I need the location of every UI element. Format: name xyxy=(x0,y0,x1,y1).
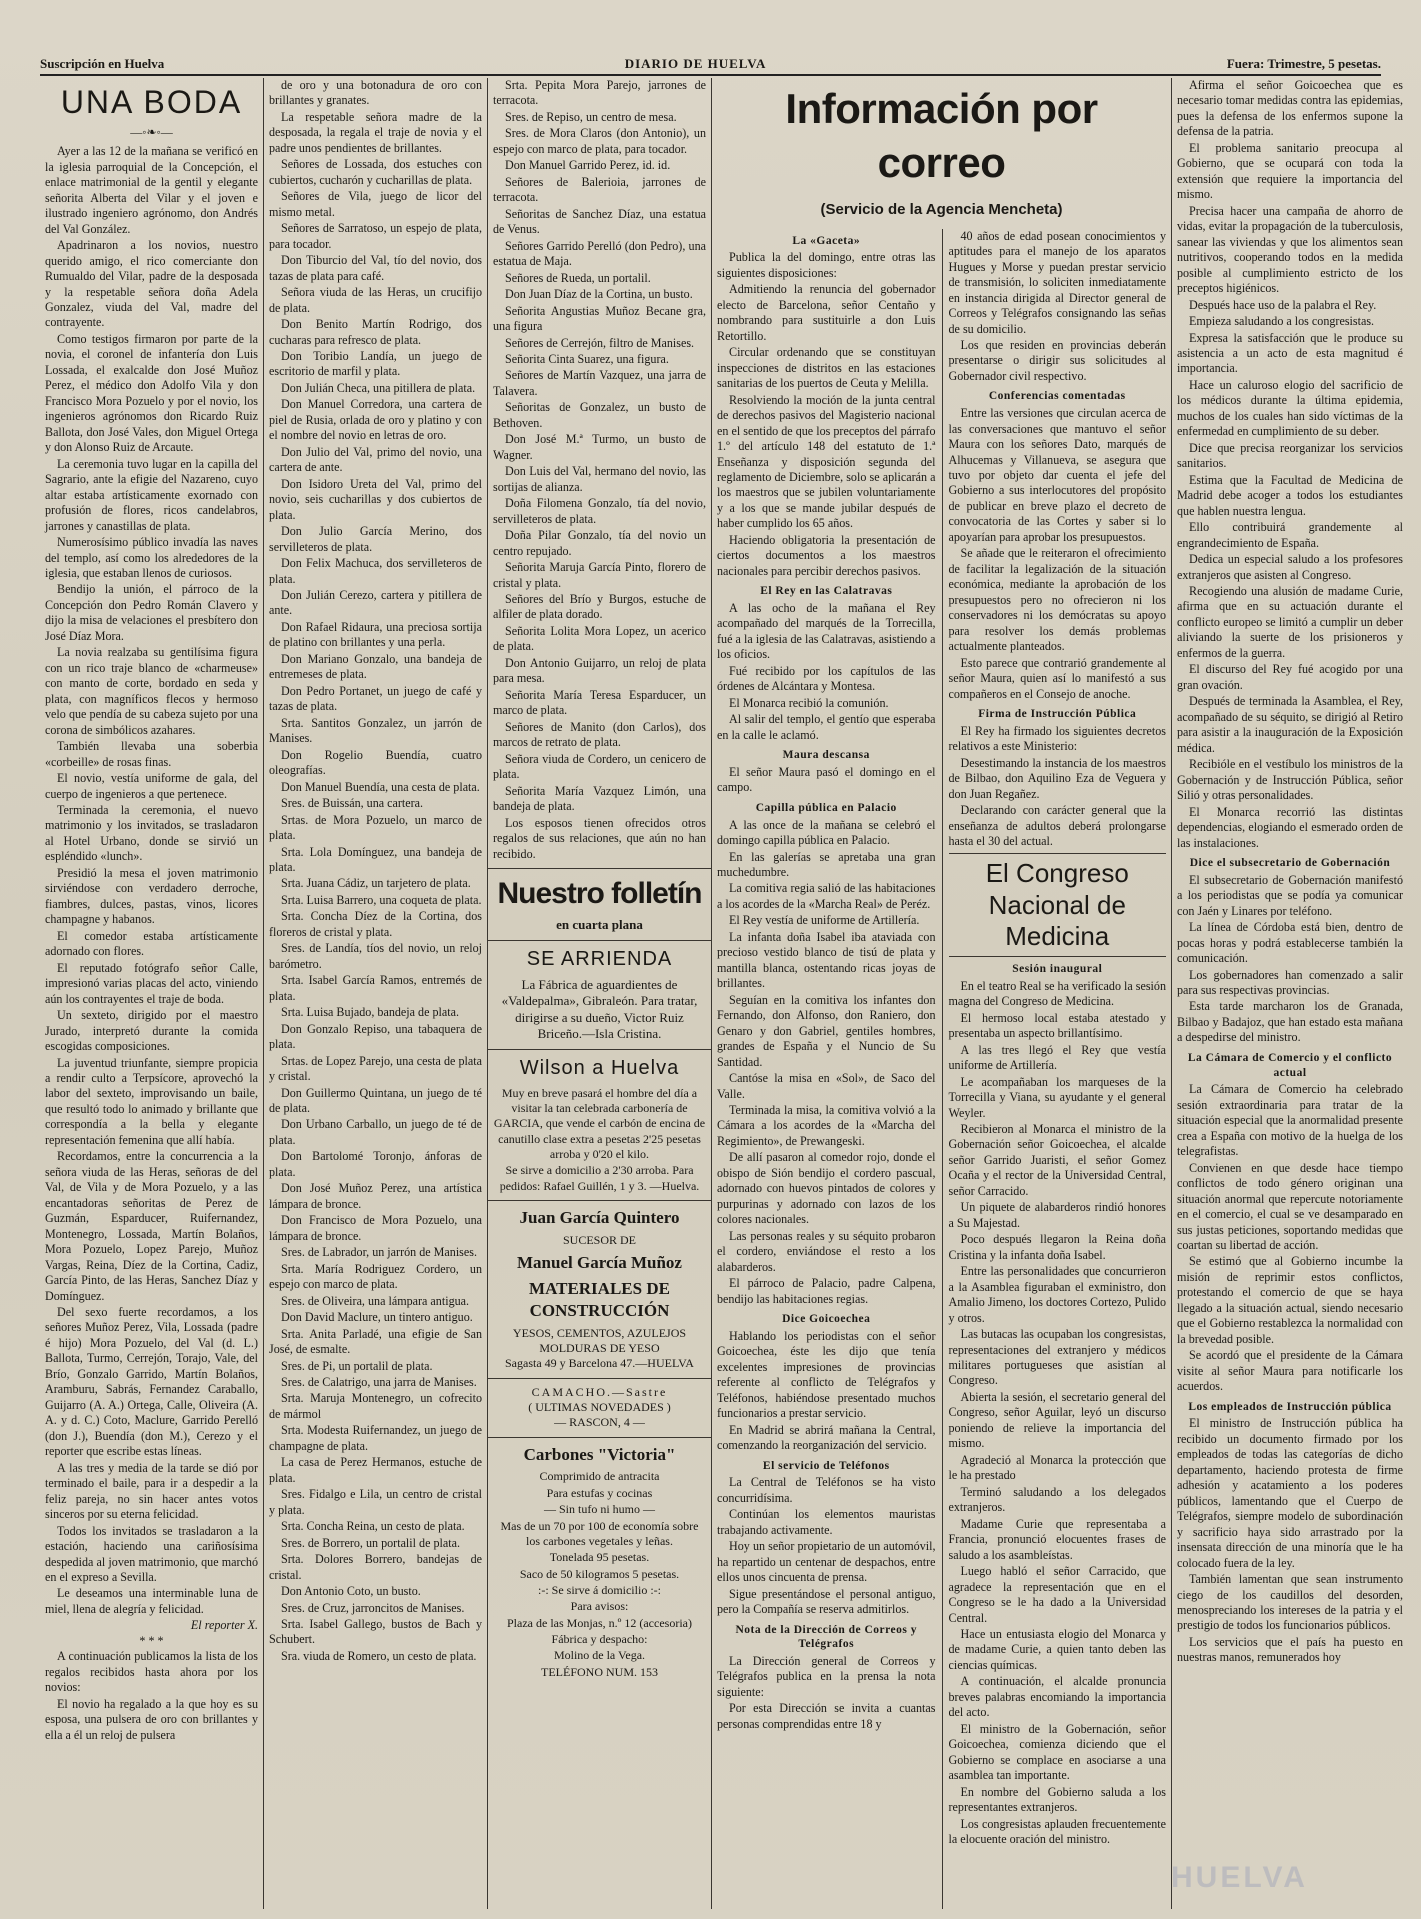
carbones-line: Molino de la Vega. xyxy=(553,1648,646,1663)
section-paragraph: El Rey ha firmado los siguientes decretos relativos a este Ministerio: xyxy=(948,723,1166,754)
boda-paragraph: Bendijo la unión, el párroco de la Concepción don Pedro Román Clavero y dijo la misa de velaciones el presbítero don José Díaz Mora. xyxy=(45,582,258,643)
masthead xyxy=(40,50,1381,76)
section-paragraph: La infanta doña Isabel iba ataviada con precioso vestido blanco de tisú de plata y mantilla blanca, ostentando ricas joyas de brillantes. xyxy=(717,929,936,991)
masthead-title: DIARIO DE HUELVA xyxy=(624,56,767,71)
informacion-right xyxy=(942,229,1167,1909)
gift-entry: Srta. Lola Domínguez, una bandeja de plata. xyxy=(269,844,482,874)
gift-entry: Señora viuda de Cordero, un cenicero de plata. xyxy=(493,751,706,782)
gift-entry: Don Manuel Garrido Perez, id. id. xyxy=(505,158,671,173)
gift-entry: Señores de Martín Vazquez, una jarra de Talavera. xyxy=(493,368,706,398)
gift-entry: Sres. de Calatrigo, una jarra de Manises. xyxy=(281,1374,477,1389)
gift-entry: Srta. Dolores Borrero, bandejas de cristal. xyxy=(269,1552,482,1582)
folletin-sub: en cuarta plana xyxy=(556,917,643,933)
gift-entry: Srtas. de Lopez Parejo, una cesta de plata y cristal. xyxy=(269,1053,482,1084)
congress-paragraph: Empieza saludando a los congresistas. xyxy=(1189,314,1375,329)
gift-entry: Sres. de Repiso, un centro de mesa. xyxy=(505,109,677,124)
gift-entry: Srta. Luisa Barrero, una coqueta de plata. xyxy=(281,892,482,907)
gift-entry: La casa de Perez Hermanos, estuche de plata. xyxy=(269,1455,482,1485)
column-congress-continued xyxy=(1172,78,1408,1909)
gift-entry: Señores del Brío y Burgos, estuche de alfiler de plata dorado. xyxy=(493,592,706,622)
boda-paragraph: Presidió la mesa el joven matrimonio sirviéndose con verdadero derroche, fiambres, dulces, pastas, vinos, licores champagne y habanos. xyxy=(45,865,258,927)
gift-entry: Sres. de Pi, un portalil de plata. xyxy=(281,1358,433,1373)
gift-entry: Srta. Santitos Gonzalez, un jarrón de Manises. xyxy=(269,715,482,746)
section-paragraph: Al salir del templo, el gentío que esperaba en la calle le aclamó. xyxy=(717,712,936,742)
section-heading: La «Gaceta» xyxy=(792,234,861,247)
section-paragraph: La Dirección general de Correos y Telégrafos publica en la prensa la nota siguiente: xyxy=(717,1653,936,1699)
boda-paragraph: Ayer a las 12 de la mañana se verificó en la iglesia parroquial de la Concepción, el enlace matrimonial de la gentil y elegante señorita Alberta del Vilar y el joven e ilustrado ingeniero agrónomo, don Andrés del Val González. xyxy=(45,144,258,236)
section-paragraph: La línea de Córdoba está bien, dentro de pocas horas y podrá establecerse también la comunicación. xyxy=(1177,920,1403,966)
gift-entry: Srta. Pepita Mora Parejo, jarrones de terracota. xyxy=(493,78,706,108)
boda-paragraph: Recordamos, entre la concurrencia a la señora viuda de las Heras, señoras de del Val, de Vila y de Mora Pozuelo, y a las encantadoras señoritas de Perez de Guzmán, Esparducer, Ruifernandez, Montenegro, Lossada, Martín Bolaños, Mora Pozuelo, Lopez Parejo, Muñoz Vargas, Reina, Díez de la Cortina, Cadiz, García Pinto, de las Heras, Sanchez Díaz y Domínguez. xyxy=(45,1149,258,1303)
section-paragraph: Seguían en la comitiva los infantes don Fernando, don Alfonso, don Raniero, don Genaro y don Gabriel, gentiles hombres, grandes de España y el Nuncio de Su Santidad. xyxy=(717,992,936,1069)
gift-entry: Doña Pilar Gonzalo, tía del novio un centro repujado. xyxy=(493,528,706,558)
boda-paragraph: Apadrinaron a los novios, nuestro querido amigo, el rico comerciante don Rumualdo del Vilar, padre de la desposada y la respetable señora doña Adela Gonzalez, viuda del Val, madre del contrayente. xyxy=(45,238,258,330)
section-paragraph: Los congresistas aplauden frecuentemente la elocuente oración del ministro. xyxy=(948,1816,1166,1847)
section-paragraph: Luego habló el señor Carracido, que agradece la representación que en el Congreso se le ha dado a la Universidad Central. xyxy=(948,1564,1166,1625)
gift-entry: Don José M.ª Turmo, un busto de Wagner. xyxy=(493,432,706,462)
gift-entry: Sres. de Cruz, jarroncitos de Manises. xyxy=(281,1600,465,1615)
section-paragraph: Madame Curie que representaba a Francia, pronunció elocuentes frases de saludo a los asambleístas. xyxy=(948,1516,1166,1562)
col6-sections xyxy=(1177,856,1403,1666)
congress-paragraph: Después de terminada la Asamblea, el Rey, acompañado de su séquito, se dirigió al Retiro para asistir a la inauguración de la Exposición médica. xyxy=(1177,694,1403,755)
section-paragraph: También lamentan que sean instrumento ciego de los caudillos del desorden, menospreciando los intereses de la patria y el prestigio de todos los funcionarios públicos. xyxy=(1177,1572,1403,1633)
section-paragraph: La Central de Teléfonos se ha visto concurridísima. xyxy=(717,1475,936,1505)
congress-paragraph: Recibióle en el vestíbulo los ministros de la Gobernación y de Instrucción Pública, señor Silió y otras personalidades. xyxy=(1177,757,1403,803)
section-heading: El servicio de Teléfonos xyxy=(762,1459,890,1472)
carbones-line: Mas de un 70 por 100 de economía sobre los carbones vegetales y leñas. xyxy=(500,1518,699,1548)
gift-entry: Don Julián Checa, una pitillera de plata. xyxy=(281,380,476,395)
gift-entry: Don Juan Díaz de la Cortina, un busto. xyxy=(505,287,693,302)
section-paragraph: Recibieron al Monarca el ministro de la Gobernación señor Goicoechea, el alcalde señor Garrido Juaristi, el señor Gomez Ocaña y el rector de la Universidad Central, señor Carracido. xyxy=(948,1121,1166,1198)
section-paragraph: Hace un entusiasta elogio del Monarca y de madame Curie, a quien tanto deben las ciencias químicas. xyxy=(948,1626,1166,1672)
informacion-left xyxy=(717,229,942,1909)
gift-entry: Señores de Manito (don Carlos), dos marcos de retrato de plata. xyxy=(493,719,706,750)
section-paragraph: Esto parece que contrarió grandemente al señor Maura, quien así lo manifestó a sus compañeros en el Consejo de anoche. xyxy=(948,655,1166,701)
materiales-title: MATERIALES DE CONSTRUCCIÓN xyxy=(529,1279,670,1320)
materiales-addr: Sagasta 49 y Barcelona 47.—HUELVA xyxy=(505,1356,694,1371)
boda-closing xyxy=(45,1649,258,1743)
section-heading: Conferencias comentadas xyxy=(988,390,1126,403)
boda-closing-paragraph: A continuación publicamos la lista de los regalos recibidos hasta ahora por los novios: xyxy=(45,1649,258,1695)
gift-entry: Don Julio del Val, primo del novio, una cartera de ante. xyxy=(269,444,482,475)
gift-entry: Don Bartolomé Toronjo, ánforas de plata. xyxy=(269,1149,482,1179)
masthead-price: Fuera: Trimestre, 5 pesetas. xyxy=(1226,56,1381,71)
boda-closing-paragraph: El novio ha regalado a la que hoy es su esposa, una pulsera de oro con brillantes y ella a él un reloj de pulsera xyxy=(45,1696,258,1742)
section-paragraph: Desestimando la instancia de los maestros de Bilbao, don Aquilino Eza de Veguera y don Juan Regañez. xyxy=(948,755,1166,801)
section-paragraph: De allí pasaron al comedor rojo, donde el obispo de Sión bendijo el cordero pascual, adornado con huevos pintados de colores y purpurinas y adornado con lazos de los colores nacionales. xyxy=(717,1150,936,1227)
section-paragraph: Entre las versiones que circulan acerca de las conversaciones que mantuvo el señor Maura con los señores Dato, marqués de Alhucemas y Villanueva, se asegura que tuvo por objeto dar cuenta el jefe del Gobierno a sus interlocutores del propósito de publicar en breve plazo el decreto de convocatoria de las Cortes y saber si lo apoyarían para aprobar los presupuestos. xyxy=(948,406,1166,544)
section-paragraph: Abierta la sesión, el secretario general del Congreso, señor Aguilar, leyó un discurso poniendo de relieve la importancia del mismo. xyxy=(948,1389,1166,1451)
section-paragraph: Los gobernadores han comenzado a salir para sus respectivas provincias. xyxy=(1177,967,1403,997)
section-paragraph: A continuación, el alcalde pronuncia breves palabras encomiando la importancia del acto. xyxy=(948,1674,1166,1720)
section-paragraph: En Madrid se abrirá mañana la Central, comenzando la reorganización del servicio. xyxy=(717,1422,936,1453)
gift-entry: Señores de Lossada, dos estuches con cubiertos, cucharón y cucharillas de plata. xyxy=(269,157,482,187)
congress-paragraph: Estima que la Facultad de Medicina de Madrid debe acoger a todos los estudiantes que hablen nuestra lengua. xyxy=(1177,472,1403,518)
gift-entry: Don José Muñoz Perez, una artística lámpara de bronce. xyxy=(269,1181,482,1211)
section-heading: Dice el subsecretario de Gobernación xyxy=(1189,856,1391,869)
section-paragraph: A las once de la mañana se celebró el domingo capilla pública en Palacio. xyxy=(717,817,936,848)
gift-entry: Sra. viuda de Romero, un cesto de plata. xyxy=(281,1648,477,1663)
section-paragraph: El subsecretario de Gobernación manifestó a los periodistas que se podía ya comunicar con Jaén y Linares por teléfono. xyxy=(1177,872,1403,918)
congress-paragraph: Afirma el señor Goicoechea que es necesario tomar medidas contra las epidemias, pues la defensa de los enfermos supone la defensa de la patria. xyxy=(1177,78,1403,139)
section-paragraph: A las ocho de la mañana el Rey acompañado del marqués de la Torrecilla, fué a la iglesia de las Calatravas, asistiendo a los oficios. xyxy=(717,600,936,662)
informacion-right-news xyxy=(949,229,1167,850)
ad-camacho xyxy=(493,1385,706,1431)
gift-entry: La respetable señora madre de la desposada, la regala el traje de novia y el padre unos pendientes de brillantes. xyxy=(269,109,482,155)
section-paragraph: Esta tarde marcharon los de Granada, Bilbao y Badajoz, que han estado esta mañana a despedirse del ministro. xyxy=(1177,999,1403,1045)
gift-entry: Señores de Vila, juego de licor del mismo metal. xyxy=(269,189,482,219)
gift-entry: Don Rafael Ridaura, una preciosa sortija de platino con brillantes y una perla. xyxy=(269,619,482,650)
section-heading: Maura descansa xyxy=(782,749,870,762)
divider xyxy=(488,1437,711,1438)
carbones-line: Saco de 50 kilogramos 5 pesetas. xyxy=(519,1566,680,1581)
congress-continued xyxy=(1177,78,1403,851)
arrienda-text: La Fábrica de aguardientes de «Valdepalma», Gibraleón. Para tratar, dirigirse a su dueño, Victor Ruiz Briceño.—Isla Cristina. xyxy=(501,976,698,1042)
gift-entry: Srta. Luisa Bujado, bandeja de plata. xyxy=(281,1005,459,1020)
gift-entry: Don Manuel Corredora, una cartera de piel de Rusia, orlada de oro y platino y con el nombre del novio en letras de oro. xyxy=(269,397,482,443)
section-paragraph: Las personas reales y su séquito probaron el cordero, enviándose el resto a los alabarderos. xyxy=(717,1228,936,1274)
gift-entry: Srta. Modesta Ruifernandez, un juego de champagne de plata. xyxy=(269,1423,482,1453)
camacho-text: ( ULTIMAS NOVEDADES ) xyxy=(528,1399,671,1414)
camacho-addr: — RASCON, 4 — xyxy=(554,1415,645,1430)
congress-paragraph: Recogiendo una alusión de madame Curie, afirma que en su actuación durante el conflicto europeo se limitó a cumplir un deber aliviando la suerte de los prisioneros y enfermos de la guerra. xyxy=(1177,584,1403,660)
ad-wilson xyxy=(493,1056,706,1194)
column-regalos-ads xyxy=(488,78,712,1909)
gift-entry: Don David Maclure, un tintero antiguo. xyxy=(281,1310,473,1325)
gift-entry: Srta. Concha Díez de la Cortina, dos floreros de cristal y plata. xyxy=(269,909,482,939)
gift-entry: Don Rogelio Buendía, cuatro oleografías. xyxy=(269,747,482,778)
gift-entry: Señorita Cinta Suarez, una figura. xyxy=(505,351,669,366)
gift-entry: Don Gonzalo Repiso, una tabaquera de plata. xyxy=(269,1021,482,1052)
gift-entry: Don Luis del Val, hermano del novio, las sortijas de alianza. xyxy=(493,464,706,494)
boda-paragraph: Numerosísimo público invadía las naves del templo, así como los alrededores de la iglesia, que estaban llenos de curiosos. xyxy=(45,535,258,580)
ad-folletin xyxy=(493,875,706,934)
boda-paragraph: Como testigos firmaron por parte de la novia, el coronel de infantería don Luis Lossada, el exalcalde don José Muñoz Perez, el médico don Adolfo Vila y don Francisco Mora Pozuelo y por el novio, los ingenieros agrónomos don Ricardo Ruiz Ballota, don José Vales, don Miguel Ortega y don Alonso Ruiz de Arcaute. xyxy=(45,331,258,455)
boda-paragraph: Todos los invitados se trasladaron a la estación, haciendo una cariñosísima despedida al joven matrimonio, que marchó en el expreso a Sevilla. xyxy=(45,1523,258,1584)
gift-entry: Don Julián Cerezo, cartera y pitillera de ante. xyxy=(269,588,482,618)
section-paragraph: Convienen en que desde hace tiempo conflictos de todo género originan una situación anormal que repercute notoriamente en el comercio, el cual se ve desamparado en sus justas peticiones, soportando medidas que coartan su libertad de acción. xyxy=(1177,1160,1403,1252)
carbones-line: TELÉFONO NUM. 153 xyxy=(541,1664,658,1679)
gift-entry: Señorita María Vazquez Limón, una bandeja de plata. xyxy=(493,783,706,814)
congress-paragraph: Precisa hacer una campaña de ahorro de vidas, evitar la propagación de la tuberculosis, sanear las viviendas y que los alimentos sean nutritivos, cooperando todos en la medida posible al cumplimiento estricto de los preceptos higiénicos. xyxy=(1177,203,1403,296)
section-paragraph: En el teatro Real se ha verificado la sesión magna del Congreso de Medicina. xyxy=(948,978,1166,1009)
gift-entry: Sres. de Labrador, un jarrón de Manises. xyxy=(281,1245,477,1260)
boda-paragraph: También llevaba una soberbia «corbeille» de rosas finas. xyxy=(45,739,258,769)
section-paragraph: Cantóse la misa en «Sol», de Saco del Valle. xyxy=(717,1071,936,1101)
gift-entry: Srta. Isabel Gallego, bustos de Bach y Schubert. xyxy=(269,1617,482,1647)
section-heading: El Rey en las Calatravas xyxy=(760,585,893,598)
section-paragraph: En las galerías se apretaba una gran muchedumbre. xyxy=(717,849,936,879)
gift-entry: Señoritas de Sanchez Díaz, una estatua de Venus. xyxy=(493,206,706,237)
regalos-list-continued xyxy=(493,78,706,862)
gift-entry: Señores de Rueda, un portalil. xyxy=(505,270,651,285)
wilson-text2: Se sirve a domicilio a 2'30 arroba. Para pedidos: Rafael Guillén, 1 y 3. —Huelva. xyxy=(499,1163,700,1193)
carbones-line: Para avisos: xyxy=(570,1599,629,1614)
arrienda-title: SE ARRIENDA xyxy=(526,947,673,970)
divider xyxy=(488,1049,711,1050)
boda-paragraph: El novio, vestía uniforme de gala, del cuerpo de ingenieros a que pertenece. xyxy=(45,771,258,801)
gift-entry: Don Benito Martín Rodrigo, dos cucharas para refresco de plata. xyxy=(269,317,482,347)
congress-paragraph: Ello contribuirá grandemente al engrandecimiento de España. xyxy=(1177,520,1403,550)
gift-entry: Señoritas de Gonzalez, un busto de Bethoven. xyxy=(493,400,706,430)
gift-entry: Los esposos tienen ofrecidos otros regalos de sus relaciones, que aún no han recibido. xyxy=(493,815,706,861)
carbones-line: Plaza de las Monjas, n.º 12 (accesoria) xyxy=(507,1615,692,1630)
boda-paragraph: La juventud triunfante, siempre propicia a rendir culto a Terpsícore, aprovechó la labor del sexteto, improvisando un baile, que resultó todo lo animado y brillante que correspondía a la bella y elegante representación femenina que allí había. xyxy=(45,1055,258,1147)
gift-entry: Señora viuda de las Heras, un crucifijo de plata. xyxy=(269,285,482,315)
section-heading: Capilla pública en Palacio xyxy=(755,801,897,814)
boda-paragraph: Le deseamos una interminable luna de miel, llena de alegría y felicidad. xyxy=(45,1586,258,1616)
section-heading: Dice Goicoechea xyxy=(782,1313,871,1326)
gift-entry: Sres. de Mora Claros (don Antonio), un espejo con marco de plata, para tocador. xyxy=(493,126,706,156)
archive-watermark-stamp: HUELVA xyxy=(1171,1861,1308,1894)
section-paragraph: A las tres llegó el Rey que vestía uniforme de Artillería. xyxy=(948,1042,1166,1073)
section-paragraph: Circular ordenando que se constituyan inspecciones de distritos en las estaciones sanitarias de los puertos de Ceuta y Melilla. xyxy=(717,345,936,391)
flourish-ornament: —◦❧◦— xyxy=(130,124,173,139)
boda-paragraph: La ceremonia tuvo lugar en la capilla del Sagrario, ante la efigie del Nazareno, cuyo altar estaba artísticamente exornado con profusión de flores, ricos candelabros, jarrones y canastillas de plata. xyxy=(45,456,258,533)
section-paragraph: Por esta Dirección se invita a cuantas personas comprendidas entre 18 y xyxy=(717,1701,936,1731)
section-paragraph: La comitiva regia salió de las habitaciones a los acordes de la «Marcha Real» de Peréz. xyxy=(717,881,936,911)
gift-entry: Sres. de Oliveira, una lámpara antigua. xyxy=(281,1293,470,1308)
carbones-line: Comprimido de antracita xyxy=(539,1469,660,1484)
masthead-subscription: Suscripción en Huelva xyxy=(40,56,165,71)
gift-entry: Señores Garrido Perelló (don Pedro), una estatua de Maja. xyxy=(493,238,706,269)
gift-entry: Don Tiburcio del Val, tío del novio, dos tazas de plata para café. xyxy=(269,253,482,283)
section-heading: La Cámara de Comercio y el conflicto actual xyxy=(1187,1051,1393,1079)
section-paragraph: Hablando los periodistas con el señor Goicoechea, éste les dijo que tenía excelentes impresiones de provincias referente al conflicto de Telégrafos y Teléfonos, habiéndose presentado muchos funcionarios a prestar servicio. xyxy=(717,1328,936,1421)
gift-entry: Señorita Maruja García Pinto, florero de cristal y plata. xyxy=(493,560,706,590)
gift-entry: Srtas. de Mora Pozuelo, un marco de plata. xyxy=(269,812,482,843)
congress-paragraph: Después hace uso de la palabra el Rey. xyxy=(1189,297,1377,312)
section-paragraph: Los que residen en provincias deberán presentarse o dirigir sus solicitudes al Gobernador civil respectivo. xyxy=(948,337,1166,383)
gift-entry: Don Guillermo Quintana, un juego de té de plata. xyxy=(269,1085,482,1115)
boda-paragraph: La novia realzaba su gentilísima figura con un rico traje blanco de «charmeuse» con manto de corte, bordado en seda y plata, con magníficos flecos y hermoso velo que pendía de su cabeza sujeto por una corona de simbólicos azahares. xyxy=(45,645,258,737)
column-regalos xyxy=(264,78,488,1909)
section-paragraph: Las butacas las ocupaban los congresistas, representaciones del extranjero y médicos militares portugueses que asistían al Congreso. xyxy=(948,1327,1166,1388)
quintero-sucesor: SUCESOR DE xyxy=(562,1232,636,1247)
carbones-line: :-: Se sirve á domicilio :-: xyxy=(538,1582,661,1597)
congress-paragraph: El problema sanitario preocupa al Gobierno, que se ocupará con toda la extensión que requiere la importancia del mismo. xyxy=(1177,140,1403,202)
gift-entry: Sres. de Buissán, una cartera. xyxy=(281,796,424,811)
section-paragraph: Entre las personalidades que concurrieron a la Asamblea figuraban el exministro, don Amalio Jimeno, los doctores Cortezo, Pulido y otros. xyxy=(948,1264,1166,1325)
section-paragraph: El Rey vestía de uniforme de Artillería. xyxy=(729,913,920,928)
gift-entry: Sres. de Landía, tíos del novio, un reloj barómetro. xyxy=(269,941,482,971)
section-paragraph: Sigue presentándose el personal antiguo, pero la Compañía se reserva admitirlos. xyxy=(717,1586,936,1617)
signature: El reporter X. xyxy=(190,1618,258,1633)
section-paragraph: En nombre del Gobierno saluda a los representantes extranjeros. xyxy=(948,1784,1166,1815)
gift-entry: Srta. Juana Cádiz, un tarjetero de plata. xyxy=(281,876,471,891)
informacion-subcolumns xyxy=(717,229,1166,1909)
gift-entry: Don Felix Machuca, dos servilleteros de plata. xyxy=(269,556,482,586)
divider xyxy=(488,1200,711,1201)
section-paragraph: El ministro de Instrucción pública ha recibido un documento firmado por los empleados de todas las categorías de dicho departamento, haciendo protesta de firme adhesión y acatamiento a los poderes públicos, lamentando que el Cuerpo de Telégrafos, siempre modelo de subordinación y sacrificio haya sido arrastrado por la insensata dirección de una minoría que le ha colocado fuera de la ley. xyxy=(1177,1416,1403,1570)
carbones-lines xyxy=(493,1469,706,1680)
section-paragraph: Publica la del domingo, entre otras las siguientes disposiciones: xyxy=(717,250,936,280)
gift-entry: Don Mariano Gonzalo, una bandeja de entremeses de plata. xyxy=(269,651,482,682)
gift-entry: Don Pedro Portanet, un juego de café y tazas de plata. xyxy=(269,683,482,714)
headline-una-boda: UNA BODA xyxy=(60,84,243,120)
section-heading: Nota de la Dirección de Correos y Telégrafos xyxy=(735,1623,917,1651)
congress-paragraph: Dedica un especial saludo a los profesores extranjeros que asisten al Congreso. xyxy=(1177,552,1403,582)
ad-carbones-victoria xyxy=(493,1444,706,1680)
ad-se-arrienda xyxy=(493,947,706,1043)
gift-entry: Sres. de Borrero, un portalil de plata. xyxy=(281,1535,461,1550)
wilson-title: Wilson a Huelva xyxy=(519,1057,680,1080)
section-paragraph: Continúan los elementos mauristas trabajando activamente. xyxy=(717,1507,936,1537)
carbones-line: Fábrica y despacho: xyxy=(551,1632,648,1647)
boda-paragraph: A las tres y media de la tarde se dió por terminado el baile, para ir a despedir a la feliz pareja, no sin hacer antes votos sinceros por su eterna felicidad. xyxy=(45,1460,258,1522)
carbones-title: Carbones "Victoria" xyxy=(523,1444,676,1464)
congress-article xyxy=(949,962,1167,1848)
column-boda xyxy=(40,78,264,1909)
section-paragraph: Los servicios que el país ha puesto en nuestras manos, remunerados hoy xyxy=(1177,1634,1403,1665)
gift-entry: Señorita Lolita Mora Lopez, un acerico de plata. xyxy=(493,623,706,654)
asterism-ornament: * * * xyxy=(139,1633,164,1648)
gift-entry: Señores de Balerioia, jarrones de terracota. xyxy=(493,174,706,205)
section-heading: Los empleados de Instrucción pública xyxy=(1188,1400,1392,1413)
quintero-name: Manuel García Muñoz xyxy=(517,1253,682,1273)
gift-entry: Señores de Cerrejón, filtro de Manises. xyxy=(505,335,695,350)
section-paragraph: El señor Maura pasó el domingo en el campo. xyxy=(717,764,936,795)
section-paragraph: Un piquete de alabarderos rindió honores a Su Majestad. xyxy=(948,1200,1166,1230)
section-paragraph: Admitiendo la renuncia del gobernador electo de Barcelona, señor Centaño y nombrando para sustituirle a don Luis Retortillo. xyxy=(717,282,936,343)
section-paragraph: 40 años de edad posean conocimientos y aptitudes para el manejo de los aparatos Hugues y Morse y puedan prestar servicio de transmisión, lo soliciten inmediatamente en instancia dirigida al Director general de Correos y Telégrafos consignando las señas de su domicilio. xyxy=(948,228,1166,336)
divider xyxy=(488,1378,711,1379)
congress-paragraph: El Monarca recorrió las distintas dependencias, elogiando el esmerado orden de las instalaciones. xyxy=(1177,804,1403,850)
section-paragraph: El párroco de Palacio, padre Calpena, bendijo las habitaciones regias. xyxy=(717,1276,936,1306)
section-paragraph: Fué recibido por los capítulos de las órdenes de Alcántara y Montesa. xyxy=(717,663,936,694)
gift-entry: Doña Filomena Gonzalo, tía del novio, servilleteros de plata. xyxy=(493,496,706,526)
boda-paragraph: Terminada la ceremonia, el nuevo matrimonio y los invitados, se trasladaron al Hotel Urbano, donde se sirvió un espléndido «lunch». xyxy=(45,803,258,864)
boda-paragraph: Del sexo fuerte recordamos, a los señores Muñoz Perez, Vila, Lossada (padre é hijo) Mora Pozuelo, del Val (d. L.) Ballota, Turmo, Cerrejón, Torajo, Vale, del Brío, Gonzalo Garrido, Martín Bolaños, Aramburu, Sabrás, Fernandez Caraballo, Guijarro (A. A.) Ortega, Calle, Oliveira (A. A. y d. C.) Coto, Maclure, Garrido Perelló (don J.), Buendía (don M.), Cerezo y el reporter que escribe estas líneas. xyxy=(45,1305,258,1459)
gift-entry: Srta. Concha Reina, un cesto de plata. xyxy=(281,1519,465,1534)
boda-paragraph: Un sexteto, dirigido por el maestro Jurado, interpretó durante la comida escogidas composiciones. xyxy=(45,1008,258,1054)
boda-paragraph: El reputado fotógrafo señor Calle, impresionó varias placas del acto, viniendo aún los contrayentes el traje de boda. xyxy=(45,960,258,1006)
section-paragraph: Poco después llegaron la Reina doña Cristina y la infanta doña Isabel. xyxy=(948,1232,1166,1262)
congress-paragraph: El discurso del Rey fué acogido por una gran ovación. xyxy=(1177,662,1403,692)
gift-entry: Don Isidoro Ureta del Val, primo del novio, seis cucharillas y dos cubiertos de plata. xyxy=(269,476,482,522)
gift-entry: Don Urbano Carballo, un juego de té de plata. xyxy=(269,1117,482,1147)
boda-article xyxy=(45,144,258,1617)
gift-entry: Srta. María Rodriguez Cordero, un espejo con marco de plata. xyxy=(269,1261,482,1292)
carbones-line: Tonelada 95 pesetas. xyxy=(549,1550,650,1565)
section-heading: Sesión inaugural xyxy=(1012,963,1103,976)
gift-entry: Don Antonio Guijarro, un reloj de plata para mesa. xyxy=(493,655,706,686)
gift-entry: Señorita Angustias Muñoz Becane gra, una figura xyxy=(493,303,706,334)
congress-paragraph: Expresa la satisfacción que le produce su asistencia a un acto de esta magnitud é importancia. xyxy=(1177,330,1403,376)
gift-entry: Sres. Fidalgo e Lila, un centro de cristal y plata. xyxy=(269,1487,482,1517)
regalos-list xyxy=(269,78,482,1664)
section-paragraph: Se acordó que el presidente de la Cámara visite al señor Maura para notificarle los acuerdos. xyxy=(1177,1348,1403,1394)
gift-entry: Don Toribio Landía, un juego de escritorio de marfil y plata. xyxy=(269,348,482,379)
section-paragraph: Terminó saludando a los delegados extranjeros. xyxy=(948,1484,1166,1515)
quintero-title: Juan García Quintero xyxy=(519,1208,680,1228)
gift-entry: Srta. Anita Parladé, una efigie de San José, de esmalte. xyxy=(269,1326,482,1357)
gift-entry: Señores de Sarratoso, un espejo de plata, para tocador. xyxy=(269,221,482,251)
section-paragraph: El ministro de la Gobernación, señor Goicoechea, comienza diciendo que el Gobierno se complace en asociarse a una asamblea tan importante. xyxy=(948,1721,1166,1783)
section-paragraph: Le acompañaban los marqueses de la Torrecilla y Viana, su ayudante y el general Weyler. xyxy=(948,1074,1166,1120)
divider xyxy=(488,868,711,869)
carbones-line: — Sin tufo ni humo — xyxy=(543,1502,655,1517)
wilson-text: Muy en breve pasará el hombre del día a visitar la tan celebrada carbonería de GARCIA, que vende el carbón de encina de canutillo clase extra a pesetas 2'25 pesetas arroba y 0'20 el kilo. xyxy=(493,1085,706,1162)
informacion-title: Información por correo xyxy=(785,85,1098,186)
section-paragraph: El Monarca recibió la comunión. xyxy=(729,695,889,710)
section-paragraph: Terminada la misa, la comitiva volvió a la Cámara a los acordes de la «Marcha del Regimiento», de Prewangeski. xyxy=(717,1103,936,1148)
section-paragraph: Declarando con carácter general que la enseñanza de adultos deberá prolongarse hasta el 30 del actual. xyxy=(948,803,1166,848)
gift-entry: de oro y una botonadura de oro con brillantes y granates. xyxy=(269,78,482,108)
column-informacion xyxy=(712,78,1172,1909)
section-paragraph: Resolviendo la moción de la junta central de derechos pasivos del Magisterio nacional en el sentido de que los preceptos del párrafo 1.º del artículo 148 del estatuto de 1.ª Enseñanza y disposición segunda del reglamento de Diciembre, solo se aplicarán a los maestros que se jubilen voluntariamente y a los que se mande jubilar después de haber cumplido los 65 años. xyxy=(717,392,936,531)
gift-entry: Señorita María Teresa Esparducer, un marco de plata. xyxy=(493,687,706,718)
boda-paragraph: El comedor estaba artísticamente adornado con flores. xyxy=(45,928,258,959)
carbones-line: Para estufas y cocinas xyxy=(546,1485,653,1500)
section-paragraph: El hermoso local estaba atestado y presentaba un aspecto brillantísimo. xyxy=(948,1010,1166,1041)
section-paragraph: Haciendo obligatoria la presentación de ciertos documentos a los maestros nacionales para percibir derechos pasivos. xyxy=(717,532,936,578)
camacho-title: CAMACHO.—Sastre xyxy=(531,1384,668,1399)
gift-entry: Don Antonio Coto, un busto. xyxy=(281,1584,421,1599)
materiales-text: YESOS, CEMENTOS, AZULEJOS MOLDURAS DE YESO xyxy=(512,1325,687,1355)
section-heading: Firma de Instrucción Pública xyxy=(978,708,1137,720)
columns xyxy=(40,78,1409,1909)
gift-entry: Don Julio García Merino, dos servilleteros de plata. xyxy=(269,524,482,554)
gift-entry: Srta. Isabel García Ramos, entremés de plata. xyxy=(269,973,482,1003)
divider xyxy=(488,940,711,941)
congress-paragraph: Dice que precisa reorganizar los servicios sanitarios. xyxy=(1177,440,1403,471)
gift-entry: Don Francisco de Mora Pozuelo, una lámpara de bronce. xyxy=(269,1213,482,1243)
section-paragraph: Agradeció al Monarca la protección que le ha prestado xyxy=(948,1452,1166,1483)
informacion-subtitle: (Servicio de la Agencia Mencheta) xyxy=(820,200,1063,218)
congress-paragraph: Hace un caluroso elogio del sacrificio de los médicos durante la última epidemia, muchos de los cuales han sido víctimas de la enfermedad en cumplimiento de su deber. xyxy=(1177,377,1403,439)
gift-entry: Srta. Maruja Montenegro, un cofrecito de mármol xyxy=(269,1391,482,1421)
section-paragraph: Se añade que le reiteraron el ofrecimiento de facilitar la legalización de la situación económica, mediante la aprobación de los presupuestos pero no ofrecieron ni los conservadores ni los demócratas su apoyo para resolver los demás problemas actualmente planteados. xyxy=(948,546,1166,654)
gift-entry: Don Manuel Buendía, una cesta de plata. xyxy=(281,779,480,794)
section-paragraph: La Cámara de Comercio ha celebrado sesión extraordinaria para tratar de la situación especial que la anormalidad presente crea a España con motivo de la huelga de los telegrafistas. xyxy=(1177,1082,1403,1159)
section-paragraph: Hoy un señor propietario de un automóvil, ha repartido un centenar de despachos, entre ellos unos cincuenta de prensa. xyxy=(717,1539,936,1585)
section-paragraph: Se estimó que al Gobierno incumbe la misión de reprimir estos conflictos, protestando el comercio de que se haya llegado a la situación actual, siendo necesario que el Gobierno restablezca la normalidad con la brevedad posible. xyxy=(1177,1254,1403,1346)
congress-title: El Congreso Nacional de Medicina xyxy=(949,853,1167,957)
ad-quintero xyxy=(493,1207,706,1371)
folletin-title: Nuestro folletín xyxy=(497,876,702,910)
